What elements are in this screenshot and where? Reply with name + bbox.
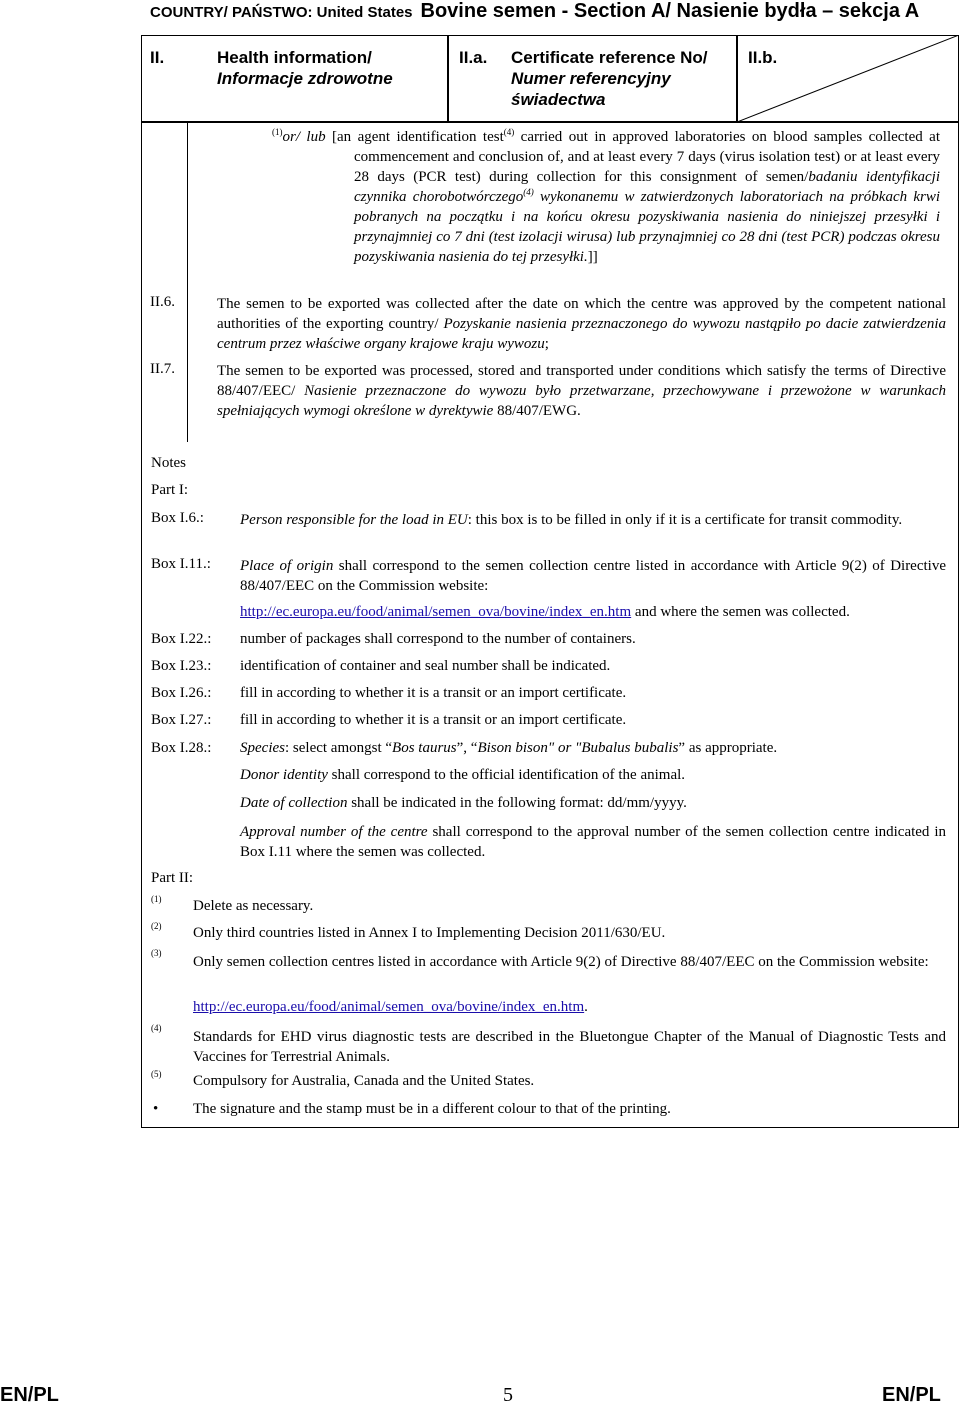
box-i23-label: Box I.23.: [151, 658, 212, 674]
box-i22-text: number of packages shall correspond to the number of containers. [240, 631, 636, 647]
footnote-ref-4b: (4) [523, 187, 534, 197]
footnote-2-num [151, 923, 162, 940]
box-i26-text: fill in according to whether it is a transit or an import certificate. [240, 685, 627, 701]
cert-ref-label-pl-1: Numer referencyjny [511, 69, 671, 88]
approval-text: shall correspond to the approval number of the semen collection centre indicated in Box I.11 where the semen was collected. [240, 824, 946, 860]
footnote-5-text: Compulsory for Australia, Canada and the United States. [193, 1073, 535, 1089]
page-number: 5 [503, 1384, 513, 1406]
body-left-divider [141, 122, 188, 442]
signature-note: The signature and the stamp must be in a different colour to that of the printing. [193, 1101, 671, 1117]
box-i6-italic: Person responsible for the load in EU [240, 512, 468, 528]
fn1-sup: (1) [151, 894, 162, 904]
fn4-sup: (4) [151, 1023, 162, 1033]
donor-italic: Donor identity [240, 767, 328, 783]
box-i6-text [240, 510, 946, 530]
box-i28-label: Box I.28.: [151, 740, 212, 756]
date-italic: Date of collection [240, 795, 348, 811]
section-iib-number: II.b. [748, 48, 778, 67]
footnote-4-num [151, 1025, 162, 1042]
agent-identification-paragraph [272, 127, 940, 267]
clause-ii6-text [217, 294, 946, 354]
box-i11-text [240, 556, 946, 596]
notes-part2: Part II: [151, 870, 194, 886]
header-diagonal-line [737, 35, 959, 122]
footnote-2-text: Only third countries listed in Annex I to Implementing Decision 2011/630/EU. [193, 925, 666, 941]
document-header [150, 0, 919, 23]
box-i28-date [240, 795, 687, 812]
clause-ii7-end: 88/407/EWG. [493, 403, 581, 419]
box-i11-after: and where the semen was collected. [631, 604, 850, 620]
species-t3: ” as appropriate. [678, 740, 778, 756]
health-info-label-pl: Informacje zdrowotne [217, 69, 393, 88]
fn3-sup: (3) [151, 948, 162, 958]
agent-text-pl-1: badaniu identyfikacji czynnika chorobotwórczego [354, 169, 940, 205]
box-i6-label: Box I.6.: [151, 510, 204, 526]
footnote-3-after: . [584, 999, 588, 1015]
box-i22-label: Box I.22.: [151, 631, 212, 647]
table-header-divider-1 [447, 35, 449, 122]
species-t1: : select amongst “ [284, 740, 393, 756]
footnote-1-text: Delete as necessary. [193, 898, 314, 914]
diagonal-svg [737, 35, 959, 122]
species-italic: Species [240, 740, 285, 756]
date-text: shall be indicated in the following format: dd/mm/yyyy. [347, 795, 687, 811]
section-number: II. [150, 48, 165, 67]
agent-text-1: [an agent identification test [325, 129, 504, 145]
footnote-ref-1: (1) [272, 127, 283, 137]
donor-text: shall correspond to the official identification of the animal. [327, 767, 686, 783]
notes-part1: Part I: [151, 482, 189, 498]
body-frame [141, 122, 959, 1128]
box-i27-text: fill in according to whether it is a transit or an import certificate. [240, 712, 627, 728]
box-i11-link[interactable]: http://ec.europa.eu/food/animal/semen_ova/bovine/index_en.htm [240, 604, 632, 620]
box-i23-text: identification of container and seal number shall be indicated. [240, 658, 611, 674]
footnote-ref-4: (4) [503, 127, 515, 137]
footnote-5-num [151, 1071, 162, 1088]
clause-ii6-pl: Pozyskanie nasienia przeznaczonego do wywozu nastąpiło po dacie zatwierdzenia centrum przez właściwe organy krajowe kraju wywozu [217, 316, 946, 352]
footnote-3-num [151, 950, 162, 967]
species-bison: Bison bison" or "Bubalus bubalis [477, 740, 679, 756]
agent-text-pl-2: wykonanemu w zatwierdzonych laboratoriach na próbkach krwi pobranych na początku i na końcu okresu pozyskiwania nasienia do niniejszej przesyłki i przynajmniej co 7 dni (test izolacji wirusa) lub przynajmniej co 28 dni (test PCR) podczas okresu pozyskiwania nasienia do tej przesyłki. [354, 189, 940, 265]
footnote-1-num [151, 896, 162, 913]
species-t2: ”, “ [456, 740, 478, 756]
box-i26-label: Box I.26.: [151, 685, 212, 701]
footnote-3-text: Only semen collection centres listed in accordance with Article 9(2) of Directive 88/407/EEC on the Commission website: [193, 954, 929, 970]
approval-italic: Approval number of the centre [240, 824, 428, 840]
box-i6-body: : this box is to be filled in only if it is a certificate for transit commodity. [467, 512, 903, 528]
agent-text-end: ]] [587, 249, 598, 265]
or-lub: or/ lub [282, 129, 326, 145]
clause-ii7-text [217, 361, 946, 421]
clause-ii7-pl: Nasienie przeznaczone do wywozu było przetwarzane, przechowywane i przewożone w warunkach spełniających wymogi określone w dyrektywie [217, 383, 946, 419]
country-label: COUNTRY/ PAŃSTWO: United States [150, 4, 413, 21]
species-bos: Bos taurus [392, 740, 457, 756]
footer-right: EN/PL [882, 1384, 941, 1406]
clause-ii6-end: ; [544, 336, 549, 352]
cert-ref-number: II.a. [459, 48, 488, 67]
clause-ii7-number: II.7. [150, 361, 175, 377]
footnote-4-text: Standards for EHD virus diagnostic tests are described in the Bluetongue Chapter of the Manual of Diagnostic Tests and Vaccines for Terrestrial Animals. [193, 1029, 946, 1065]
box-i11-italic: Place of origin [240, 558, 334, 574]
box-i11-label: Box I.11.: [151, 556, 211, 572]
clause-ii6-number: II.6. [150, 294, 175, 310]
clause-ii7-en: The semen to be exported was processed, stored and transported under conditions which satisfy the terms of Directive 88/407/EEC/ [217, 363, 946, 399]
box-i28-species [240, 740, 777, 757]
footer-left: EN/PL [0, 1384, 59, 1406]
health-info-label: Health information/ [217, 48, 372, 67]
agent-text-2: carried out in approved laboratories on blood samples collected at commencement and conclusion of, and at least every 7 days (virus isolation test) or at least every 28 days (PCR test) during collection for this consignment of semen/ [354, 129, 940, 185]
box-i27-label: Box I.27.: [151, 712, 212, 728]
cert-ref-label-pl-2: świadectwa [511, 90, 606, 109]
bullet-icon: • [153, 1101, 159, 1117]
footnote-3-link-line [193, 999, 588, 1016]
fn5-sup: (5) [151, 1069, 162, 1079]
footnote-3-link[interactable]: http://ec.europa.eu/food/animal/semen_ova/bovine/index_en.htm [193, 999, 585, 1015]
clause-ii6-en: The semen to be exported was collected after the date on which the centre was approved by the competent national authorities of the exporting country/ [217, 296, 946, 332]
box-i11-body: shall correspond to the semen collection centre listed in accordance with Article 9(2) of Directive 88/407/EEC on the Commission website: [240, 558, 946, 594]
notes-title: Notes [151, 455, 186, 471]
fn2-sup: (2) [151, 921, 162, 931]
box-i11-link-line [240, 604, 850, 621]
box-i28-donor [240, 767, 685, 784]
box-i28-approval [240, 822, 946, 862]
certificate-title: Bovine semen - Section A/ Nasienie bydła – sekcja A [420, 0, 920, 22]
cert-ref-label: Certificate reference No/ [511, 48, 708, 67]
